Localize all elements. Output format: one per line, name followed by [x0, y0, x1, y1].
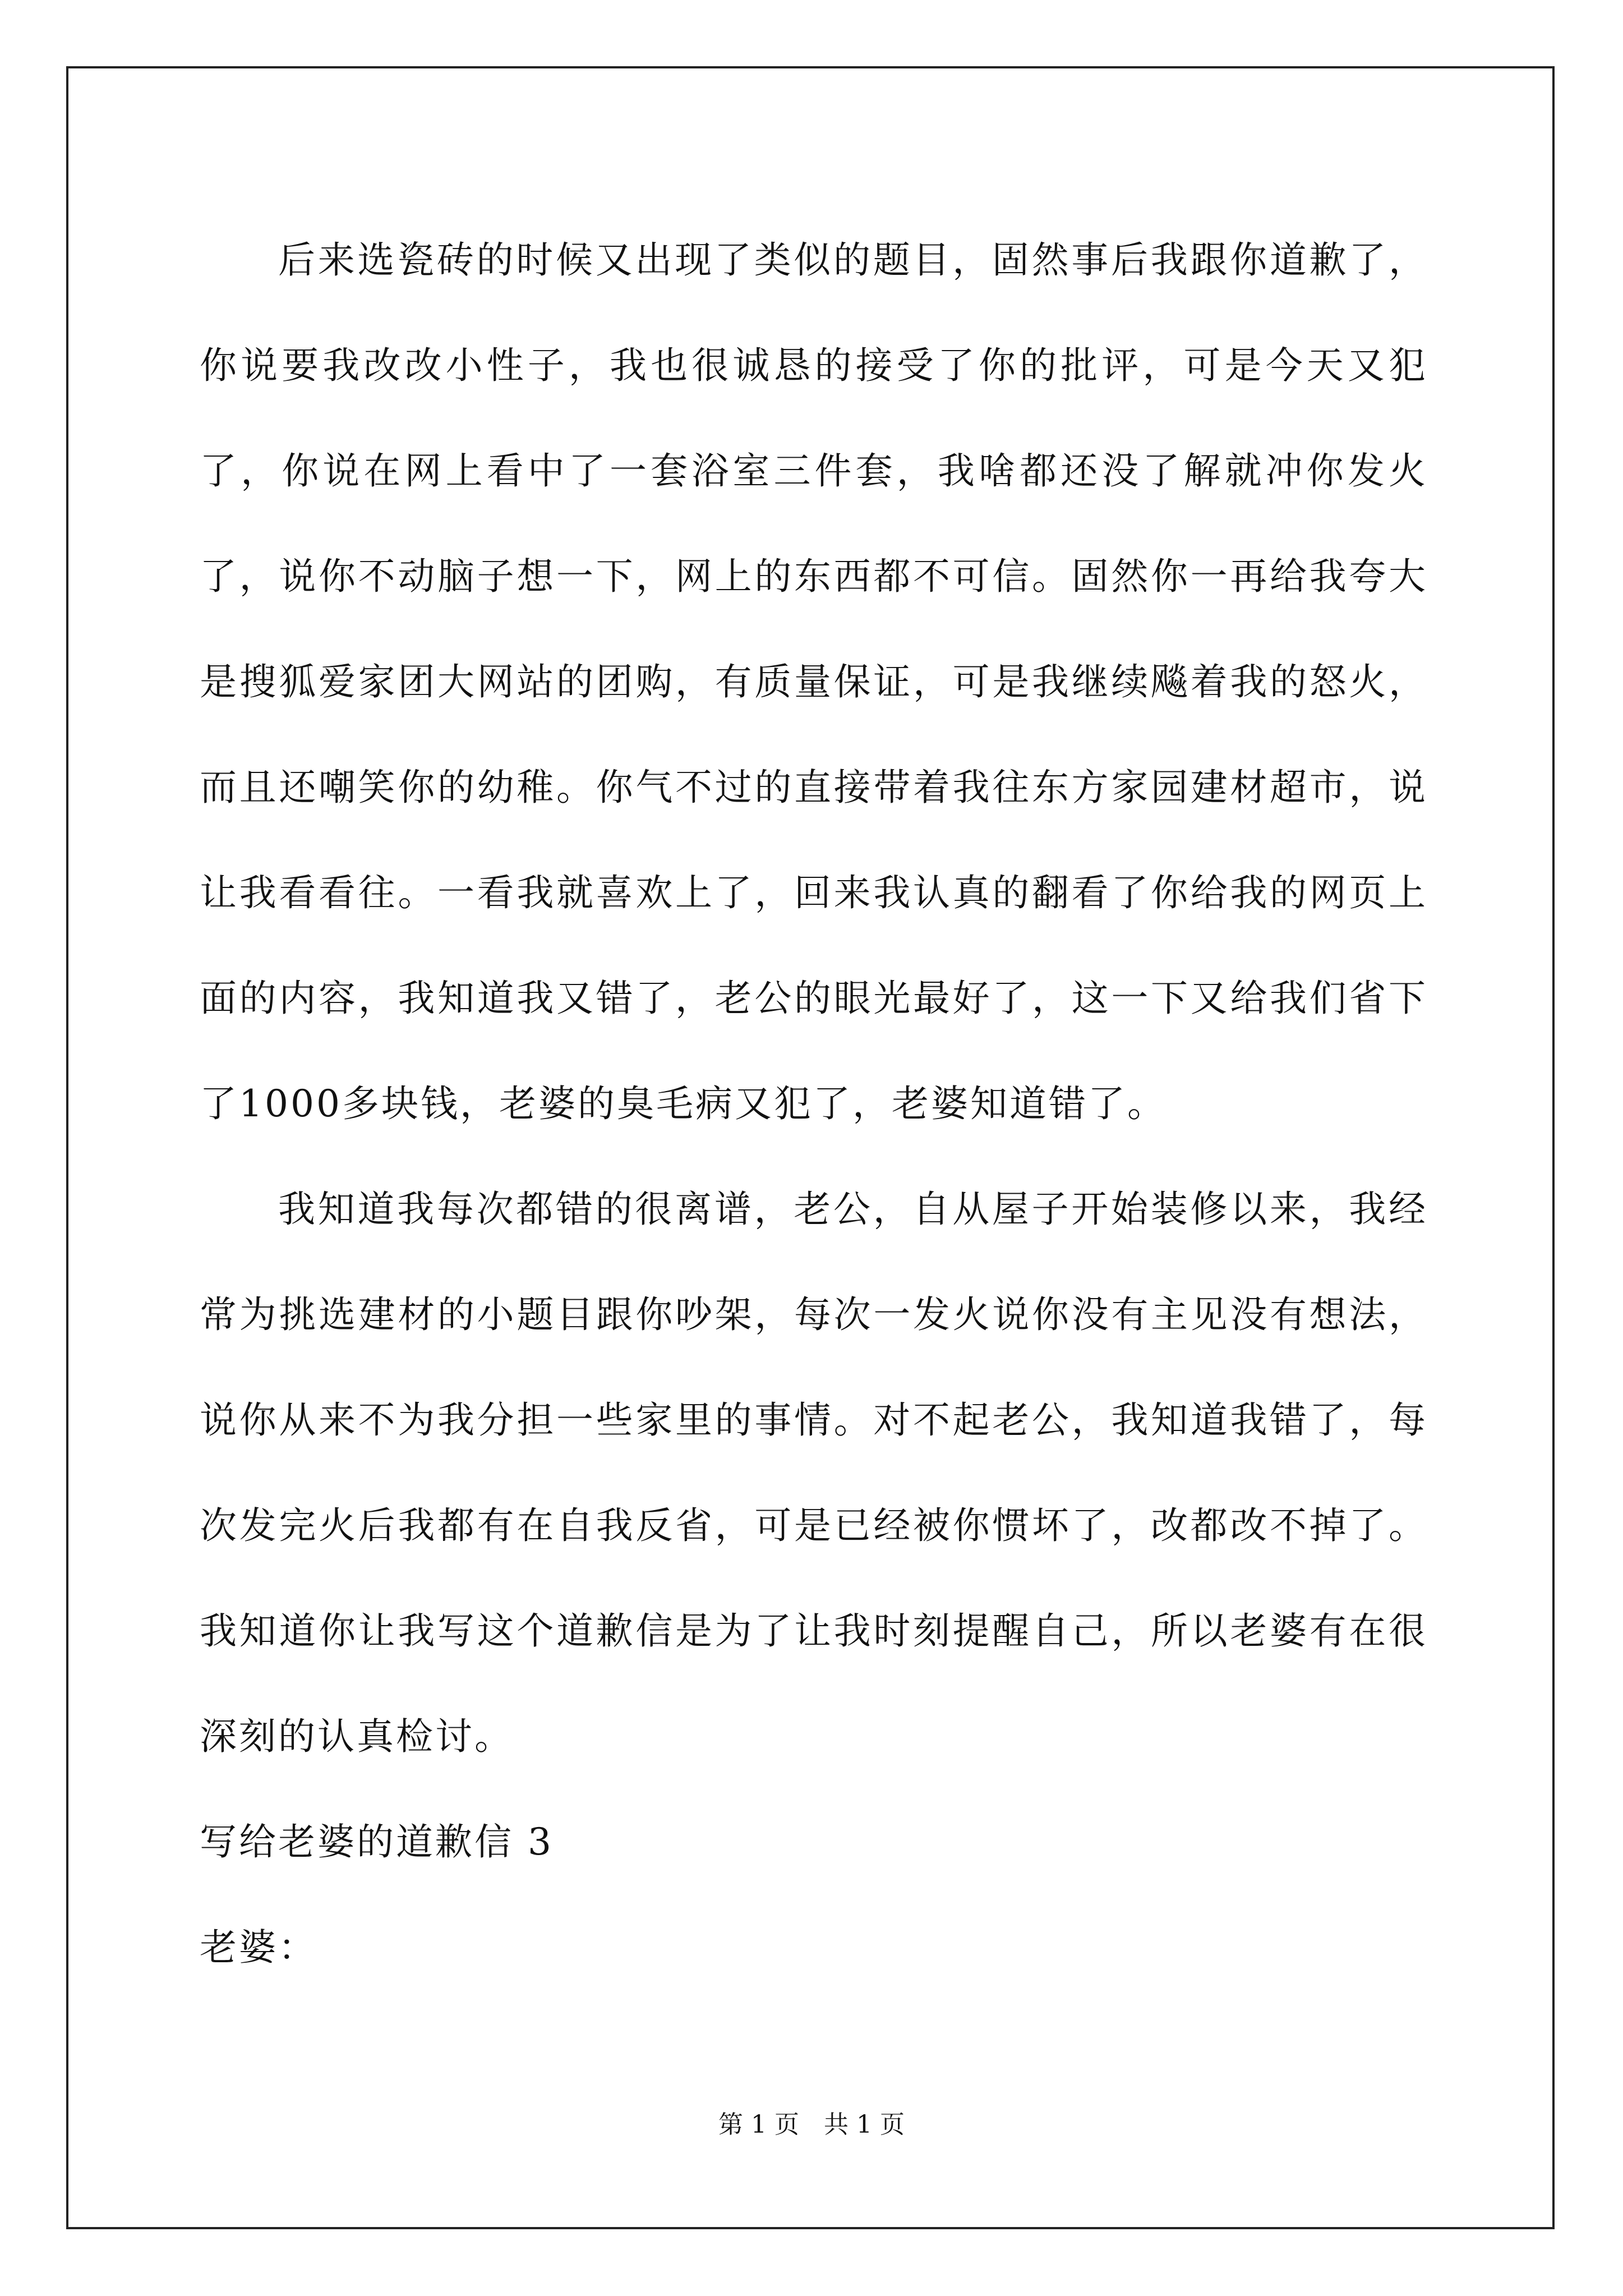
document-body	[200, 208, 1428, 2000]
letter-salutation: 老婆：	[200, 1926, 317, 1969]
paragraph-1: 后来选瓷砖的时候又出现了类似的题目，固然事后我跟你道歉了，你说要我改改小性子，我也很诚恳的接受了你的批评，可是今天又犯了，你说在网上看中了一套浴室三件套，我啥都还没了解就冲你发火了，说你不动脑子想一下，网上的东西都不可信。固然你一再给我夸大是搜狐爱家团大网站的团购，有质量保证，可是我继续飚着我的怒火，而且还嘲笑你的幼稚。你气不过的直接带着我往东方家园建材超市，说让我看看往。一看我就喜欢上了，回来我认真的翻看了你给我的网页上面的内容，我知道我又错了，老公的眼光最好了，这一下又给我们省下了1000多块钱，老婆的臭毛病又犯了，老婆知道错了。	[200, 238, 1428, 1125]
page-number-label: 第 1 页 共 1 页	[718, 2110, 905, 2139]
paragraph-2: 我知道我每次都错的很离谱，老公，自从屋子开始装修以来，我经常为挑选建材的小题目跟你吵架，每次一发火说你没有主见没有想法，说你从来不为我分担一些家里的事情。对不起老公，我知道我错了，每次发完火后我都有在自我反省，可是已经被你惯坏了，改都改不掉了。我知道你让我写这个道歉信是为了让我时刻提醒自己，所以老婆有在很深刻的认真检讨。	[200, 1188, 1428, 1758]
letter-heading: 写给老婆的道歉信 3	[200, 1820, 554, 1864]
page-footer	[0, 2108, 1623, 2142]
